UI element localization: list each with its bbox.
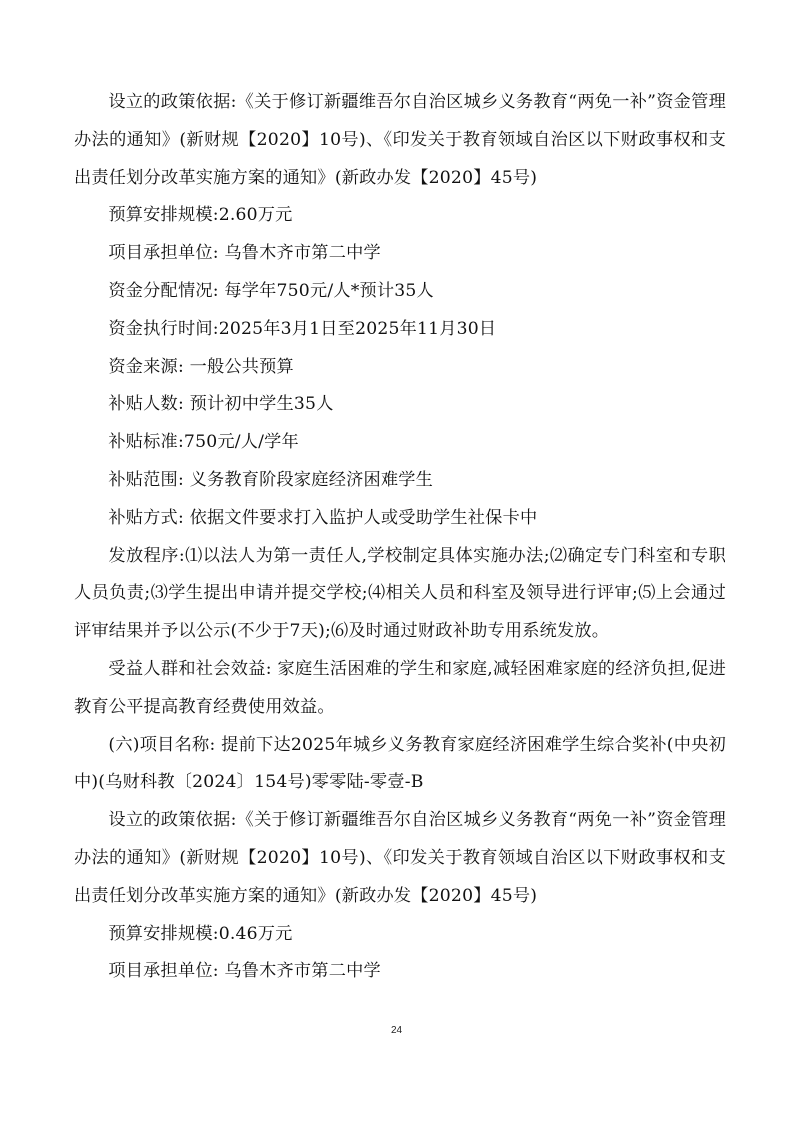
subsidy-method-paragraph: 补贴方式: 依据文件要求打入监护人或受助学生社保卡中: [108, 507, 538, 528]
undertaking-unit-paragraph-2: 项目承担单位: 乌鲁木齐市第二中学: [108, 961, 381, 982]
fund-source-paragraph: 资金来源: 一般公共预算: [108, 356, 294, 377]
document-body: [74, 84, 726, 991]
fund-allocation-paragraph: 资金分配情况: 每学年750元/人*预计35人: [108, 280, 434, 301]
beneficiaries-paragraph: 受益人群和社会效益: 家庭生活困难的学生和家庭,减轻困难家庭的经济负担,促进教育公平提高教育经费使用效益。: [74, 658, 726, 717]
execution-time-paragraph: 资金执行时间:2025年3月1日至2025年11月30日: [108, 318, 497, 339]
budget-scale-paragraph-2: 预算安排规模:0.46万元: [108, 923, 293, 944]
distribution-procedure-paragraph: 发放程序:⑴以法人为第一责任人,学校制定具体实施办法;⑵确定专门科室和专职人员负责;⑶学生提出申请并提交学校;⑷相关人员和科室及领导进行评审;⑸上会通过评审结果并予以公示(不少于7天);⑹及时通过财政补助专用系统发放。: [74, 545, 726, 642]
page-number: 24: [390, 1025, 403, 1036]
policy-basis-paragraph-2: 设立的政策依据:《关于修订新疆维吾尔自治区城乡义务教育“两免一补”资金管理办法的通知》(新财规【2020】10号)、《印发关于教育领域自治区以下财政事权和支出责任划分改革实施方案的通知》(新政办发【2020】45号): [74, 810, 726, 906]
project-name-paragraph: (六)项目名称: 提前下达2025年城乡义务教育家庭经济困难学生综合奖补(中央初中)(乌财科教〔2024〕154号)零零陆-零壹-B: [74, 734, 726, 793]
subsidy-standard-paragraph: 补贴标准:750元/人/学年: [108, 432, 299, 453]
policy-basis-paragraph: 设立的政策依据:《关于修订新疆维吾尔自治区城乡义务教育“两免一补”资金管理办法的通知》(新财规【2020】10号)、《印发关于教育领域自治区以下财政事权和支出责任划分改革实施方案的通知》(新政办发【2020】45号): [74, 92, 726, 188]
subsidy-count-paragraph: 补贴人数: 预计初中学生35人: [108, 394, 334, 415]
budget-scale-paragraph: 预算安排规模:2.60万元: [108, 205, 293, 226]
subsidy-scope-paragraph: 补贴范围: 义务教育阶段家庭经济困难学生: [108, 469, 434, 490]
undertaking-unit-paragraph: 项目承担单位: 乌鲁木齐市第二中学: [108, 243, 381, 264]
